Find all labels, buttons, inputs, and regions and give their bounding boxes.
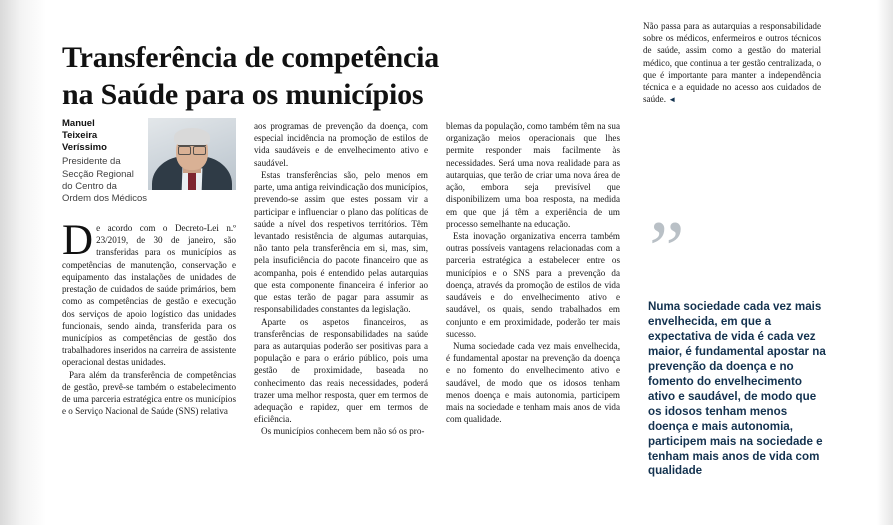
- paragraph: [254, 316, 428, 426]
- author-photo: [148, 118, 236, 190]
- end-mark: ◄: [668, 95, 677, 105]
- author-role-line-4: Ordem dos Médicos: [62, 192, 148, 204]
- paragraph: [254, 169, 428, 316]
- paragraph: [62, 217, 236, 369]
- paragraph: [254, 425, 428, 437]
- author-role-line-2: Secção Regional: [62, 168, 134, 180]
- author-name-line-1: Manuel: [62, 118, 95, 129]
- headline-line-2: na Saúde para os municípios: [62, 77, 424, 111]
- author-role-line-3: do Centro da: [62, 180, 117, 192]
- paragraph-text: Esta inovação organizativa encerra também outras possíveis vantagens relacionadas com a parceria estratégica a estabelecer entre os municípios e o SNS para a prevenção da doença, através da promoção de estilos de vida saudáveis e do envelhecimento ativo e saudável, os quais, sendo trabalhados em conjunto e em proximidade, poderão ter mais sucesso.: [446, 230, 620, 339]
- paragraph-text: blemas da população, como também têm na sua organização meios operacionais que lhes permite responder mais facilmente às necessidades. Será uma nova realidade para as autarquias, que terão de criar uma nova área de ação, embora seja previsível que disponibilizem uma boa resposta, na medida em que que já têm a experiência de um processo semelhante na educação.: [446, 121, 620, 229]
- paragraph: [254, 120, 428, 169]
- paragraph: [62, 369, 236, 418]
- paragraph-text: Numa sociedade cada vez mais envelhecida, é fundamental apostar na prevenção da doença e no fomento do envelhecimento ativo e saudável, de modo que os idosos tenham menos doença e mais autonomia, participem mais na sociedade e tenham mais anos de vida com qualidade.: [446, 340, 620, 425]
- paragraph-text: Os municípios conhecem bem não só os pro-: [261, 426, 425, 437]
- headline-line-1: Transferência de competência: [62, 41, 440, 75]
- author-role-line-1: Presidente da: [62, 156, 121, 168]
- paragraph-text: Estas transferências são, pelo menos em parte, uma antiga reivindicação dos municípios, prevendo-se assim que estes possam vir a participar e influenciar o plano das políticas de saúde a nível dos respetivos territórios. Têm levantado resistência de algumas autarquias, não tanto pela transferência em si, mas, sim, pela insuficiência do pacote financeiro que as acompanha, pois é entendido pelas autarquias que esta componente financeira é inferior ao que estas terão de pagar para assumir as responsabilidades constantes da legislação.: [254, 169, 428, 315]
- paragraph: [643, 20, 821, 106]
- paragraph-text: Aparte os aspetos financeiros, as transferências de responsabilidades na saúde para as autarquias poderão ser positivas para a população e para o erário público, pois uma gestão de proximidade, baseada no conhecimento das reais necessidades, poderá trazer uma melhor resposta, quer em termos de adequação e rapidez, quer em termos de eficiência.: [254, 316, 428, 425]
- quote-mark-icon: ”: [649, 206, 685, 294]
- paragraph: [446, 120, 620, 230]
- photo-glasses: [178, 145, 206, 152]
- drop-cap: D: [62, 217, 94, 264]
- article-column-3: [446, 120, 620, 425]
- author-name-line-2: Teixeira: [62, 130, 98, 142]
- photo-hair: [174, 128, 210, 146]
- article-column-2: [254, 120, 428, 438]
- paragraph-text: Para além da transferência de competências de gestão, prevê-se também o estabelecimento de uma parceria estratégica entre os municípios e o Serviço Nacional de Saúde (SNS) relativa: [62, 369, 236, 417]
- article-column-1: [62, 217, 236, 418]
- author-name-line-3: Veríssimo: [62, 142, 107, 154]
- article-column-4: [643, 20, 821, 106]
- paragraph-text: e acordo com o Decreto-Lei n.º 23/2019, de 30 de janeiro, são transferidas para os municípios as competências de manutenção, conservação e equipamento das instalações de unidades de prestação de cuidados de saúde primários, bem como as competências de gestão e execução dos serviços de apoio logístico das unidades funcionais, sendo ainda, transferida para os municípios as competências de gestão dos trabalhadores inseridos na carreira de assistente operacional destas unidades.: [62, 223, 236, 368]
- paragraph-text: aos programas de prevenção da doença, com especial incidência na promoção de estilos de vida saudáveis e de envelhecimento ativo e saudável.: [254, 121, 428, 168]
- paragraph: [446, 230, 620, 340]
- paragraph: [446, 340, 620, 426]
- page-title: [62, 40, 562, 113]
- pull-quote: Numa sociedade cada vez mais envelhecida, em que a expectativa de vida é cada vez maior, é fundamental apostar na prevenção da doença e no fomento do envelhecimento ativo e saudável, de modo que os idosos tenham menos doença e mais autonomia, participem mais na sociedade e tenham mais anos de vida com qualidade: [648, 300, 826, 478]
- paragraph-text: Não passa para as autarquias a responsabilidade sobre os médicos, enfermeiros e outros técnicos de saúde, assim como a gestão do material médico, que continua a ter gestão centralizada, o que é importante para manter a independência técnica e a equidade no acesso aos cuidados de saúde.: [643, 21, 821, 105]
